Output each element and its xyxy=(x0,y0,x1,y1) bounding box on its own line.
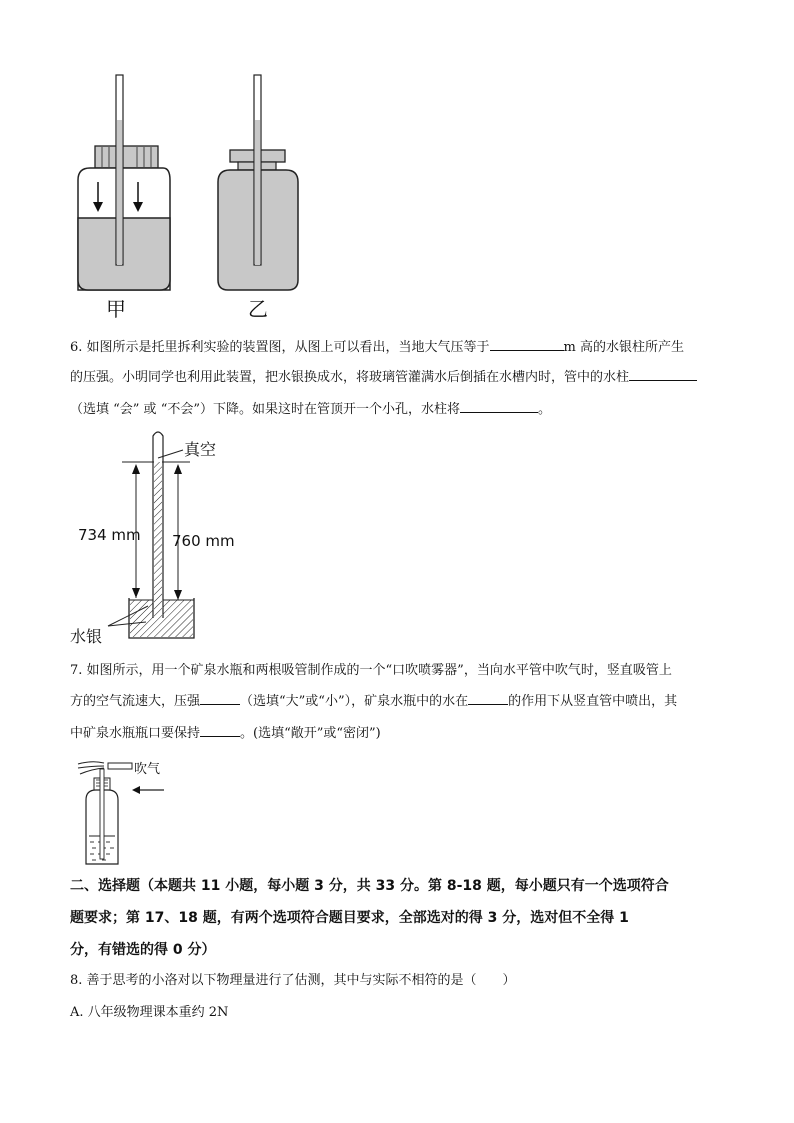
mercury-label: 水银 xyxy=(70,627,103,646)
q6-text-a: 6. 如图所示是托里拆利实验的装置图，从图上可以看出，当地大气压等于 xyxy=(70,340,490,355)
sprayer-figure xyxy=(74,756,194,871)
q7-blank-3 xyxy=(200,724,240,737)
q7-blank-2 xyxy=(468,692,508,705)
vacuum-label: 真空 xyxy=(184,440,217,459)
question-7-line-3 xyxy=(70,724,381,743)
q6-text-e: 。 xyxy=(537,402,551,417)
torricelli-figure xyxy=(66,428,256,650)
q7-text-a: 7. 如图所示，用一个矿泉水瓶和两根吸管制作成的一个“口吹喷雾器”，当向水平管中吹气时，竖直吸管上 xyxy=(70,663,672,678)
question-6-line-1 xyxy=(70,338,684,357)
bottle-jia xyxy=(78,75,170,321)
q7-text-d: 的作用下从竖直管中喷出，其 xyxy=(508,694,678,709)
q6-blank-2 xyxy=(629,368,697,381)
blow-label: 吹气 xyxy=(134,762,161,777)
q7-text-e: 中矿泉水瓶瓶口要保持 xyxy=(70,726,201,741)
q6-text-b: m 高的水银柱所产生 xyxy=(563,340,685,355)
q7-text-c: （选填“大”或“小”），矿泉水瓶中的水在 xyxy=(240,694,469,709)
question-7-line-1 xyxy=(70,662,672,680)
question-8-stem: 8. 善于思考的小洛对以下物理量进行了估测，其中与实际不相符的是（ ） xyxy=(70,973,516,988)
bottles-figure xyxy=(60,70,330,325)
q6-text-c: 的压强。小明同学也利用此装置，把水银换成水，将玻璃管灌满水后倒插在水槽内时，管中的水柱 xyxy=(70,370,630,385)
q7-text-b: 方的空气流速大，压强 xyxy=(70,694,201,709)
q6-text-d: （选填 “会” 或 “不会”）下降。如果这时在管顶开一个小孔，水柱将 xyxy=(70,402,460,417)
bottle-jia-label: 甲 xyxy=(106,297,126,321)
question-8-option-a: A. 八年级物理课本重约 2N xyxy=(70,1005,229,1020)
right-measure-label: 760 mm xyxy=(172,532,235,550)
left-measure-label: 734 mm xyxy=(78,526,141,544)
question-6-line-2 xyxy=(70,368,697,387)
section-2-heading-line-1: 二、选择题（本题共 11 小题，每小题 3 分，共 33 分。第 8-18 题，每小题只有一个选项符合 xyxy=(70,878,669,894)
q6-blank-3 xyxy=(460,400,538,413)
question-7-line-2 xyxy=(70,692,677,711)
q6-blank-1 xyxy=(490,338,564,351)
q7-blank-1 xyxy=(200,692,240,705)
section-2-heading-line-2: 题要求；第 17、18 题，有两个选项符合题目要求，全部选对的得 3 分，选对但不全得 1 xyxy=(70,910,629,926)
bottle-yi xyxy=(218,75,298,321)
bottle-yi-label: 乙 xyxy=(248,297,268,321)
q7-text-f: 。(选填“敞开”或“密闭”) xyxy=(240,726,381,741)
section-2-heading-line-3: 分，有错选的得 0 分） xyxy=(70,942,216,958)
question-6-line-3 xyxy=(70,400,551,419)
